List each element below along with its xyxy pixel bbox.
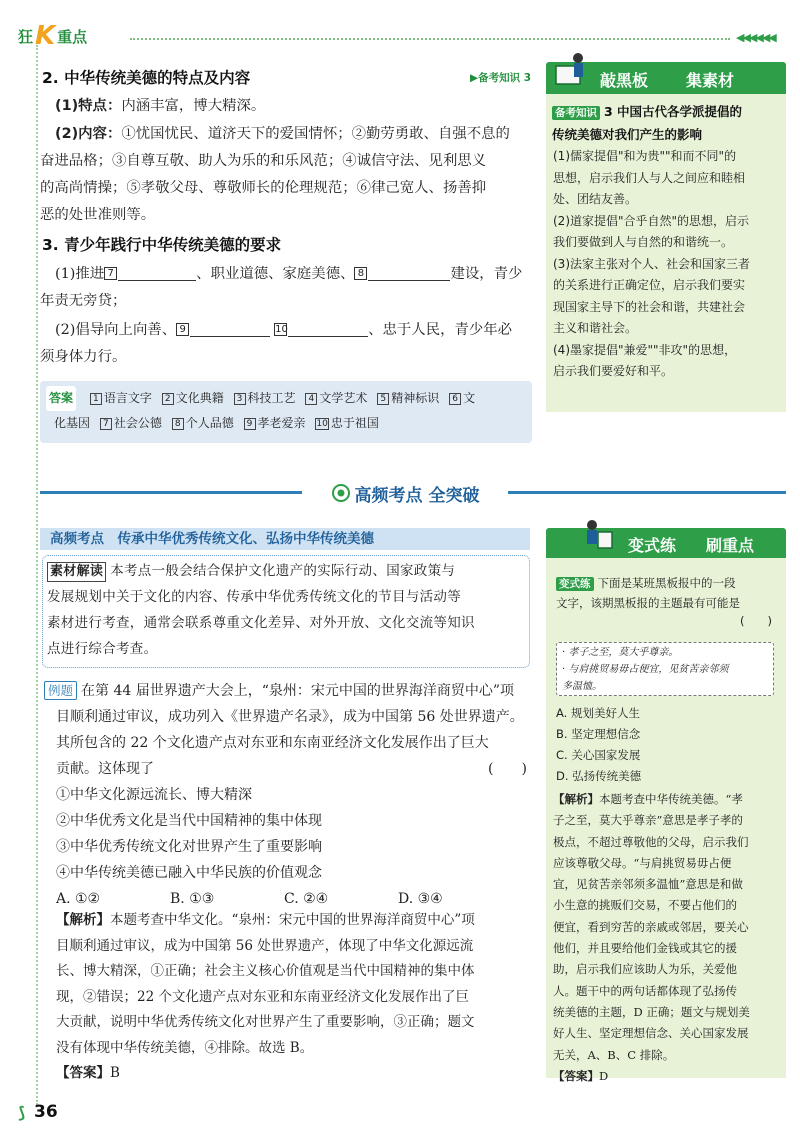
answer-number: 7 [100, 418, 112, 430]
item2-text: 、忠于人民，青少年必 [368, 322, 513, 338]
material-tag: 素材解读 [47, 562, 106, 582]
practice-explanation-line: 好人生、坚定理想信念、关心国家发展 [553, 1026, 749, 1041]
explanation-line: 目顺利通过审议，成为中国第 56 处世界遗产，体现了中华文化源远流 [56, 937, 474, 954]
practice-option-d[interactable]: D. 弘扬传统美德 [556, 769, 642, 783]
answer-box [40, 381, 532, 443]
example-option: ①中华文化源远流长、博大精深 [56, 787, 252, 803]
item1-text: (1)推进 [55, 266, 105, 282]
brand-logo [18, 21, 128, 51]
content-label: (2)内容： [55, 126, 122, 142]
quote-box [556, 642, 774, 696]
quote-line: 多温恤。 [562, 681, 602, 692]
sidebar-line: 的关系进行正确定位，启示我们要实 [553, 278, 746, 292]
choice-d[interactable]: D. ③④ [398, 891, 443, 907]
sidebar-line: 思想，启示我们人与人之间应和睦相 [553, 170, 746, 185]
practice-header-b: 刷重点 [706, 536, 755, 555]
practice-explanation-line: 小生意的挑贩们交易，不要占他们的 [553, 898, 737, 913]
answer-item: 科技工艺 [247, 391, 296, 405]
material-line: 本考点一般会结合保护文化遗产的实际行动、国家政策与 [110, 563, 456, 579]
teacher-board-icon [552, 52, 588, 92]
knowledge-tag: 备考知识 [552, 106, 600, 120]
material-line: 点进行综合考查。 [47, 641, 158, 657]
blank-number: 8 [354, 267, 367, 280]
sidebar-line: 处、团结友善。 [553, 192, 638, 206]
answer-paren: ( ) [488, 761, 527, 777]
practice-explanation-line: 子之至，莫大乎尊亲”意思是孝子孝的 [553, 813, 743, 828]
item1-text: 、职业道德、家庭美德、 [196, 266, 355, 282]
practice-explanation [553, 789, 781, 1087]
blank-number: 10 [275, 324, 288, 335]
fill-blank [190, 322, 270, 337]
content-line: 奋进品格；③自尊互敬、助人为乐的和乐风范；④诚信守法、见利思义 [40, 153, 487, 169]
explanation-line: 没有体现中华传统美德，④排除。故选 B。 [56, 1039, 314, 1056]
practice-options [556, 703, 778, 787]
practice-line: 下面是某班黑板报中的一段 [597, 576, 736, 590]
sidebar-title-line: 3 中国古代各学派提倡的 [604, 104, 743, 119]
item2-text: (2)倡导向上向善、 [55, 322, 177, 338]
item2-text: 须身体力行。 [40, 349, 127, 365]
example-option: ③中华优秀传统文化对世界产生了重要影响 [56, 839, 322, 855]
example-option: ②中华优秀文化是当代中国精神的集中体现 [56, 813, 322, 829]
practice-explanation-line: 本题考查中华传统美德。“孝 [599, 792, 743, 806]
answer-number: 5 [377, 393, 389, 405]
explanation-line: 现，②错误；22 个文化遗产点对东亚和东南亚经济文化发展作出了巨 [56, 988, 469, 1005]
example-tag: 例题 [44, 681, 77, 700]
topic-banner: 高频考点 传承中华优秀传统文化、弘扬中华传统美德 [40, 528, 530, 550]
answer-item: 忠于祖国 [330, 416, 379, 430]
practice-explanation-line: 极点，不超过尊敬他的父母，启示我们 [553, 834, 749, 849]
section3-item1 [40, 261, 545, 315]
answer-item: 文 [463, 391, 476, 405]
answer-item: 语言文字 [103, 391, 152, 405]
section2-feature [55, 93, 535, 120]
explanation-line: 大贡献，说明中华优秀传统文化对世界产生了重要影响，③正确；题文 [56, 1014, 475, 1030]
practice-option-a[interactable]: A. 规划美好人生 [556, 706, 640, 720]
example-explanation [56, 908, 540, 1087]
content-line: 的高尚情操；⑤孝敬父母、尊敬师长的伦理规范；⑥律己宽人、扬善抑 [40, 180, 487, 196]
feature-label: (1)特点： [55, 98, 122, 114]
practice-explanation-line: 他们，并且要给他们金钱或其它的援 [553, 941, 737, 956]
practice-header-a: 变式练 [628, 536, 677, 555]
sidebar-title-line: 传统美德对我们产生的影响 [552, 127, 703, 142]
example-line: 贡献。这体现了 [56, 761, 154, 777]
fill-blank [368, 266, 450, 281]
blank-number: 9 [176, 323, 189, 336]
feature-text: 内涵丰富，博大精深。 [121, 98, 266, 114]
sidebar-practice-header [546, 528, 786, 558]
sidebar-line: 主义和谐社会。 [553, 321, 638, 335]
section-divider-left [40, 491, 302, 494]
explanation-line: 长、博大精深，①正确；社会主义核心价值观是当代中国精神的集中体 [56, 963, 475, 979]
answer-value: B [110, 1065, 120, 1081]
fill-blank [118, 266, 196, 281]
practice-option-b[interactable]: B. 坚定理想信念 [556, 727, 641, 741]
sidebar-header-b: 集素材 [686, 71, 735, 90]
content-line: ①忧国忧民、道济天下的爱国情怀；②勤劳勇敢、自强不息的 [121, 126, 510, 142]
blank-number: 7 [104, 267, 117, 280]
answer-number: 1 [90, 393, 102, 405]
explanation-line: 本题考查中华文化。“泉州：宋元中国的世界海洋商贸中心”项 [110, 912, 475, 928]
material-line: 发展规划中关于文化的内容、传承中华优秀传统文化的节目与活动等 [47, 589, 461, 605]
answer-number: 10 [316, 419, 328, 429]
practice-explanation-line: 统美德的主题，D 正确；题文与规划美 [553, 1004, 750, 1019]
page-number: 36 [34, 1102, 58, 1122]
sidebar-header-a: 敲黑板 [600, 71, 649, 90]
practice-answer-label: 【答案】 [553, 1068, 599, 1083]
answer-number: 9 [244, 418, 256, 430]
student-icon [582, 518, 616, 556]
section3-title: 3. 青少年践行中华传统美德的要求 [42, 236, 282, 254]
quote-line: · 与肩挑贸易毋占便宜，见贫苦亲邻须 [562, 664, 729, 675]
answer-number: 6 [449, 393, 461, 405]
practice-tag: 变式练 [556, 577, 594, 591]
practice-explanation-line: 无关，A、B、C 排除。 [553, 1047, 675, 1062]
answer-item: 个人品德 [185, 416, 234, 430]
sidebar-line: 我们要做到人与自然的和谐统一。 [553, 235, 734, 249]
answer-item: 文化典籍 [175, 391, 224, 405]
practice-explanation-line: 宜，见贫苦亲邻须多温恤”意思是和做 [553, 877, 743, 892]
practice-explanation-line: 助，启示我们应该助人为乐，关爱他 [553, 962, 737, 977]
answer-number: 2 [162, 393, 174, 405]
section2-title: 2. 中华传统美德的特点及内容 [42, 69, 251, 87]
practice-answer-value: D [599, 1068, 609, 1083]
sidebar-knowledge-header [546, 62, 786, 94]
material-box [42, 555, 530, 668]
practice-explanation-label: 【解析】 [553, 792, 599, 806]
sidebar-line: (2)道家提倡"合乎自然"的思想，启示 [553, 213, 750, 228]
example-line: 其所包含的 22 个文化遗产点对东亚和东南亚经济文化发展作出了巨大 [56, 735, 489, 751]
practice-question [556, 574, 778, 631]
practice-line: 文字，该期黑板报的主题最有可能是 [556, 595, 740, 610]
answer-number: 8 [172, 418, 184, 430]
practice-explanation-line: 人。题干中的两句话都体现了弘扬传 [553, 983, 737, 998]
answer-item: 孝老爱亲 [257, 416, 306, 430]
sidebar-knowledge-title [552, 101, 782, 145]
sidebar-knowledge-body [553, 146, 785, 383]
item1-text: 建设，青少 [450, 266, 523, 282]
practice-option-c[interactable]: C. 关心国家发展 [556, 748, 641, 762]
header-dotted-rule [130, 38, 730, 40]
example-line: 目顺利通过审议，成功列入《世界遗产名录》，成为中国第 56 处世界遗产。 [56, 709, 524, 725]
answer-tag: 答案 [46, 386, 76, 411]
answer-item: 化基因 [54, 416, 91, 430]
sidebar-line: 启示我们要爱好和平。 [553, 364, 674, 378]
sidebar-line: (4)墨家提倡"兼爱""非攻"的思想， [553, 342, 737, 357]
explanation-label: 【解析】 [56, 912, 110, 928]
page-mark-icon: ⟆ [18, 1103, 26, 1122]
choice-b[interactable]: B. ①③ [170, 891, 215, 907]
logo-text-pre: 狂 [18, 27, 34, 46]
content-line: 恶的处世准则等。 [40, 207, 156, 223]
target-icon [331, 483, 351, 503]
section2-ref-tag: ▶备考知识 3 [470, 72, 532, 84]
answer-item: 精神标识 [391, 391, 440, 405]
answer-item: 社会公德 [113, 416, 162, 430]
sidebar-line: 现国家主导下的社会和谐，共建社会 [553, 299, 746, 314]
logo-k: K [35, 21, 56, 51]
answer-number: 3 [234, 393, 246, 405]
practice-explanation-line: 便宜，看到穷苦的亲戚或邻居，要关心 [553, 919, 749, 934]
answer-item: 文学艺术 [319, 391, 368, 405]
practice-explanation-line: 应该尊敬父母。“与肩挑贸易毋占便 [553, 855, 732, 870]
example-question [44, 678, 536, 912]
quote-line: · 孝子之至，莫大乎尊亲。 [562, 647, 679, 658]
fill-blank [288, 322, 368, 337]
item1-text: 年责无旁贷； [40, 293, 127, 309]
example-option: ④中华传统美德已融入中华民族的价值观念 [56, 865, 322, 881]
sidebar-line: (1)儒家提倡"和为贵""和而不同"的 [553, 149, 737, 163]
choice-c[interactable]: C. ②④ [284, 891, 329, 907]
section-divider-title [310, 480, 500, 506]
divider-title-text: 高频考点 全突破 [354, 485, 480, 506]
answer-number: 4 [305, 393, 317, 405]
logo-text-post: 重点 [57, 27, 88, 46]
section-divider-right [508, 491, 786, 494]
left-margin-rule [36, 45, 38, 1105]
header-arrows-icon: ◀◀◀◀◀◀ [736, 31, 775, 44]
material-line: 素材进行考查，通常会联系尊重文化差异、对外开放、文化交流等知识 [47, 615, 475, 631]
sidebar-line: (3)法家主张对个人、社会和国家三者 [553, 256, 750, 271]
example-line: 在第 44 届世界遗产大会上，“泉州：宋元中国的世界海洋商贸中心”项 [81, 683, 515, 699]
section3-item2 [40, 317, 545, 371]
practice-paren: ( ) [740, 614, 772, 628]
choice-a[interactable]: A. ①② [56, 891, 101, 907]
answer-label: 【答案】 [56, 1065, 110, 1081]
section2-content [40, 121, 535, 229]
